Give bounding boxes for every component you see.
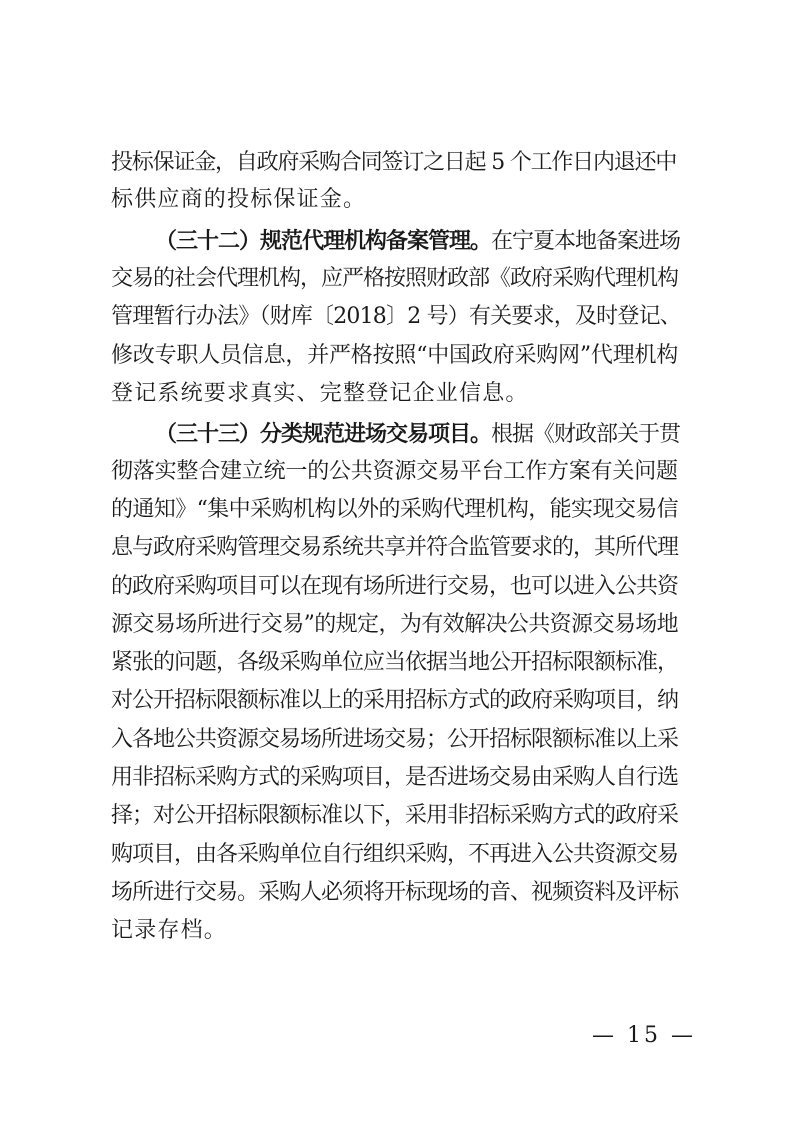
body-line: 登记系统要求真实、完整登记企业信息。 [111, 381, 529, 406]
body-text: 在宁夏本地备案进场 [491, 229, 681, 254]
section-heading-32: （三十二）规范代理机构备案管理。 [155, 228, 492, 254]
body-line: 彻落实整合建立统一的公共资源交易平台工作方案有关问题 [111, 459, 678, 484]
body-line: 息与政府采购管理交易系统共享并符合监管要求的，其所代理 [111, 535, 679, 560]
body-line: 标供应商的投标保证金。 [111, 187, 367, 212]
section-33-first-line [155, 419, 681, 450]
body-line: 记录存档。 [111, 918, 228, 943]
section-heading-33: （三十三）分类规范进场交易项目。 [155, 421, 492, 447]
body-line: 购项目，由各采购单位自行组织采购，不再进入公共资源交易 [111, 842, 679, 867]
body-line: 入各地公共资源交易场所进场交易；公开招标限额标准以上采 [111, 727, 679, 752]
body-line: 的通知》“集中采购机构以外的采购代理机构，能实现交易信 [111, 497, 679, 522]
body-line: 场所进行交易。采购人必须将开标现场的音、视频资料及评标 [111, 880, 679, 905]
body-line: 管理暂行办法》（财库〔2018〕2 号）有关要求，及时登记、 [111, 304, 681, 329]
body-line: 用非招标采购方式的采购项目，是否进场交易由采购人自行选 [111, 765, 679, 790]
body-line: 紧张的问题，各级采购单位应当依据当地公开招标限额标准， [111, 650, 679, 675]
body-text: 根据《财政部关于贯 [491, 422, 681, 447]
body-line: 择；对公开招标限额标准以下，采用非招标采购方式的政府采 [111, 803, 679, 828]
body-line: 修改专职人员信息，并严格按照“中国政府采购网”代理机构 [111, 343, 679, 368]
body-line: 交易的社会代理机构，应严格按照财政部《政府采购代理机构 [111, 266, 679, 291]
body-line: 源交易场所进行交易”的规定，为有效解决公共资源交易场地 [111, 612, 679, 637]
body-line: 的政府采购项目可以在现有场所进行交易，也可以进入公共资 [111, 574, 679, 599]
body-line: 投标保证金，自政府采购合同签订之日起 5 个工作日内退还中 [111, 150, 677, 175]
page-number: — 15 — [592, 1023, 696, 1048]
body-line: 对公开招标限额标准以上的采用招标方式的政府采购项目，纳 [111, 688, 679, 713]
section-32-first-line [155, 226, 681, 257]
